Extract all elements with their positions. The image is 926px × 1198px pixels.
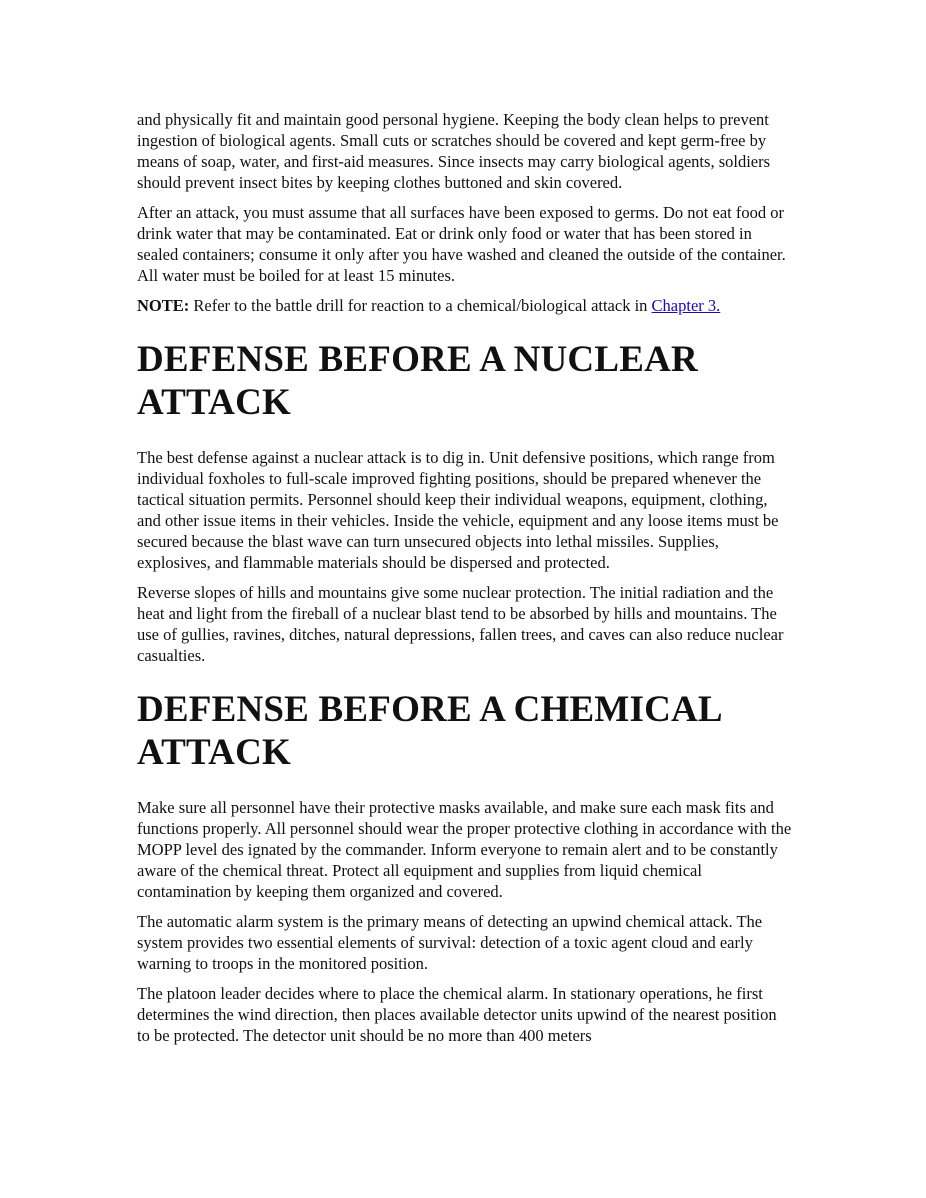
note-paragraph <box>137 295 792 316</box>
paragraph-protective-masks: Make sure all personnel have their protective masks available, and make sure each mask fits and functions properly. All personnel should wear the proper protective clothing in accordance with the MOPP level des ignated by the commander. Inform everyone to remain alert and to be constantly aware of the chemical threat. Protect all equipment and supplies from liquid chemical contamination by keeping them organized and covered. <box>137 798 792 901</box>
chapter-3-link[interactable]: Chapter 3. <box>651 296 721 315</box>
heading-chemical-line-1: DEFENSE BEFORE A CHEMICAL <box>137 689 723 730</box>
heading-nuclear-line-2: ATTACK <box>137 382 292 423</box>
document-page <box>137 109 792 1055</box>
heading-chemical-defense <box>137 688 792 774</box>
paragraph-alarm-system: The automatic alarm system is the primary means of detecting an upwind chemical attack. The system provides two essential elements of survival: detection of a toxic agent cloud and early warning to troops in the monitored position. <box>137 912 763 973</box>
heading-chemical-line-2: ATTACK <box>137 732 292 773</box>
paragraph-alarm-placement: The platoon leader decides where to place the chemical alarm. In stationary operations, he first determines the wind direction, then places available detector units upwind of the nearest position to be protected. The detector unit should be no more than 400 meters <box>137 984 777 1045</box>
note-label: NOTE: <box>137 296 190 315</box>
paragraph-dig-in: The best defense against a nuclear attack is to dig in. Unit defensive positions, which range from individual foxholes to full-scale improved fighting positions, should be prepared whenever the tactical situation permits. Personnel should keep their individual weapons, equipment, clothing, and other issue items in their vehicles. Inside the vehicle, equipment and any loose items must be secured because the blast wave can turn unsecured objects into lethal missiles. Supplies, explosives, and flammable materials should be dispersed and protected. <box>137 448 779 572</box>
paragraph-hygiene: and physically fit and maintain good personal hygiene. Keeping the body clean helps to prevent ingestion of biological agents. Small cuts or scratches should be covered and kept germ-free by means of soap, water, and first-aid measures. Since insects may carry biological agents, soldiers should prevent insect bites by keeping clothes buttoned and skin covered. <box>137 110 771 192</box>
paragraph-reverse-slopes: Reverse slopes of hills and mountains give some nuclear protection. The initial radiation and the heat and light from the fireball of a nuclear blast tend to be absorbed by hills and mountains. The use of gullies, ravines, ditches, natural depressions, fallen trees, and caves can also reduce nuclear casualties. <box>137 583 784 665</box>
heading-nuclear-defense <box>137 338 792 424</box>
paragraph-after-attack: After an attack, you must assume that all surfaces have been exposed to germs. Do not eat food or drink water that may be contaminated. Eat or drink only food or water that has been stored in sealed containers; consume it only after you have washed and cleaned the outside of the container. All water must be boiled for at least 15 minutes. <box>137 203 786 285</box>
heading-nuclear-line-1: DEFENSE BEFORE A NUCLEAR <box>137 339 698 380</box>
note-text: Refer to the battle drill for reaction to a chemical/biological attack in <box>189 296 652 315</box>
